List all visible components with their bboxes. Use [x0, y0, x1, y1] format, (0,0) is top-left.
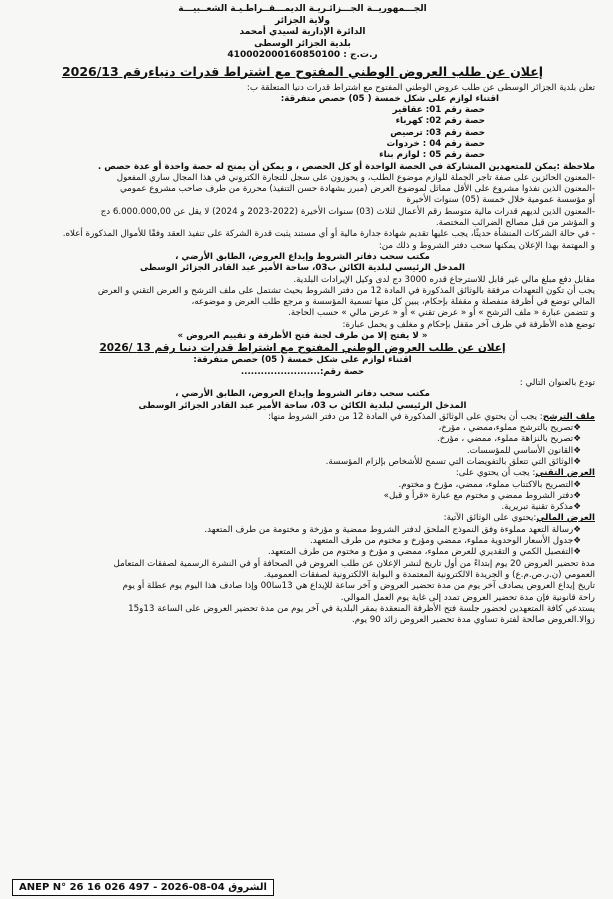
paragraph-line: مقابل دفع مبلغ مالي غير قابل للاسترجاع قدره 3000 دج لدى وكيل الإيرادات البلدية.	[293, 274, 595, 285]
technical-section	[10, 468, 595, 513]
paragraph-line: و تتضمن عبارة « ملف الترشح » أو « عرض تقني » أو « عرض مالي » حسب الحاجة.	[288, 308, 595, 319]
lot-item: حصة رقم 05 : لوازم بناء	[379, 150, 485, 161]
do-not-open-notice: « لا يفتح إلا من طرف لجنة فتح الأظرفة و تقييم العروض »	[177, 331, 428, 342]
office-line: مكتب سحب دفاتر الشروط وإيداع العروض، الطابق الأرضي ،	[175, 251, 430, 262]
deposit-line: مكتب سحب دفاتر الشروط وإيداع العروض، الطابق الأرضي ،	[175, 389, 430, 400]
closing-line: زوالا.العروض صالحة لفترة تساوي مدة تحضير العروض زائد 90 يوم.	[351, 615, 595, 626]
wilaya-name: ولاية الجزائر	[275, 15, 330, 26]
office-line: المدخل الرئيسي لبلدية الكائن ب03، ساحة الأمير عبد القادر الجزائر الوسطى	[140, 263, 465, 274]
closing-line: مدة تحضير العروض 20 يوم إبتداءً من أول تاريخ لنشر الإعلان عن طلب العروض في الصحافة أو في النشرة الرسمية لصفقات المتعامل	[113, 558, 595, 569]
condition-line: -المعنون الذين لديهم قدرات مالية متوسط رقم الأعمال لثلاث (03) سنوات الأخيرة (2022-2023 و 2024) لا يقل عن 6.000.000,00 دج	[100, 206, 595, 217]
condition-line: و المهتمة بهذا الإعلان يمكنها سحب دفتر الشروط و ذلك من:	[378, 240, 595, 251]
section-intro: :يحتوي على الوثائق الآتية:	[443, 513, 537, 524]
paragraph-line: توضع هذه الأظرفة في ظرف آخر مقفل بإحكام و مغلف و يحمل عبارة:	[342, 319, 595, 330]
section-intro: : يجب أن يحتوي على:	[455, 468, 536, 479]
procedure-paragraphs	[10, 275, 595, 331]
condition-line: أو مؤسسة عمومية خلال خمسة (05) سنوات الأخيرة	[406, 195, 595, 206]
lot-item: حصة رقم 04 : خردوات	[386, 138, 485, 149]
envelope-object: اقتناء لوازم على شكل خمسة ( 05) حصص متفرقة:	[193, 355, 412, 366]
letterhead	[10, 4, 595, 62]
anep-number: ANEP N° 26 16 026 497 - 2026-08-04	[19, 882, 225, 893]
publisher-name: الشروق	[228, 882, 267, 893]
commune-name: بلدية الجزائر الوسطى	[254, 38, 351, 49]
lot-list	[10, 105, 595, 161]
candidature-section	[10, 412, 595, 468]
financial-section	[10, 513, 595, 558]
condition-line: -المعنون الحائزين على صفة تاجر الجملة للوازم موضوع الطلب، و يحوزون على سجل للتجارة الكتروني في هذا المجال ساري المفعول	[116, 172, 595, 183]
closing-line: راحة قانونية فإن مدة تحضير العروض تمدد إلى غاية يوم العمل الموالي.	[340, 592, 595, 603]
conditions-list	[10, 173, 595, 252]
envelope-lot: حصة رقم:........................	[240, 366, 365, 377]
list-item: ❖ جدول الأسعار الوحدوية مملوء، ممضي ومؤرخ و مختوم من طرف المتعهد.	[10, 536, 595, 547]
lot-item: حصة رقم 02: كهرباء	[395, 116, 485, 127]
republic-name: الجـــمهوريــة الجـــزائـريـة الديمـــقــراطـيـة الشعــبيـــة	[178, 4, 427, 14]
list-item: ❖ الوثائق التي تتعلق بالتفويضات التي تسمح للأشخاص بإلزام المؤسسة.	[10, 457, 595, 468]
closing-line: يستدعي كافة المتعهدين لحضور جلسة فتح الأظرفة المنعقدة بمقر البلدية في آخر يوم من مدة تحضير العروض على الساعة 13و15	[128, 603, 595, 614]
list-item: ❖ القانون الأساسي للمؤسسات.	[10, 446, 595, 457]
list-item: ❖ تصريح بالترشح مملوء،ممضي ، مؤرخ،	[10, 423, 595, 434]
condition-line: - في حالة الشركات المنشأة حديثًا، يجب عليها تقديم شهادة جدارة مالية أو أي مستند يثبت قدرة الشركة على تنفيذ العقد وفقًا للأموال المذكورة أعلاه.	[62, 229, 595, 240]
condition-line: و المؤشر من قبل مصالح الضرائب المختصة.	[435, 218, 595, 229]
list-item: ❖ دفتر الشروط ممضي و مختوم مع عبارة «قرأ و قبل»	[10, 491, 595, 502]
deposit-line: المدخل الرئيسي لبلدية الكائن ب 03، ساحة الأمير عبد القادر الجزائر الوسطى	[138, 400, 467, 411]
intro-text: تعلن بلدية الجزائر الوسطى عن طلب عروض الوطني المفتوح مع اشتراط قدرات دنيا المتعلقة ب:	[246, 82, 595, 93]
lot-item: حصة رقم 03: ترصيص	[390, 127, 485, 138]
anep-stamp	[12, 879, 274, 896]
list-item: ❖ التصريح بالاكتتاب مملوء، ممضي، مؤرخ و مختوم.	[10, 480, 595, 491]
deposit-label: تودع بالعنوان التالي :	[519, 377, 595, 388]
closing-line: العمومي (ن.ر.ص.م.ع) و الجريدة الالكترونية المعتمدة و البوابة الالكترونية لصفقات العمومية.	[263, 569, 595, 580]
paragraph-line: المالي توضع في أظرفة منفصلة و مقفلة بإحكام، يبين كل منها تسمية المؤسسة و مرجع طلب العرض و موضوعه،	[191, 297, 595, 308]
office-address	[10, 252, 595, 275]
envelope-title: إعلان عن طلب العروض الوطني المفتوح مع اشتراط قدرات دنيا رقم 13 /2026	[99, 342, 506, 355]
list-item: ❖ التفصيل الكمي و التقديري للعرض مملوء، ممضي و مؤرخ و مختوم من طرف المتعهد.	[10, 547, 595, 558]
deposit-address	[10, 389, 595, 412]
section-heading: العرض المالي	[536, 513, 595, 524]
announcement-title: إعلان عن طلب العروض الوطني المفتوح مع اشتراط قدرات دنياءرقم 2026/13	[61, 63, 544, 79]
note-text: ملاحظة :يمكن للمتعهدين المشاركة في الحصة الواحدة أو كل الحصص ، و يمكن أن يمنح له حصة واحدة أو عدة حصص .	[97, 161, 595, 172]
list-item: ❖ رسالة التعهد مملوءة وفق النموذج الملحق لدفتر الشروط ممضية و مؤرخة و مختومة من طرف المتعهد.	[10, 525, 595, 536]
section-heading: ملف الترشح	[542, 411, 595, 422]
condition-line: -المعنون الذين نفذوا مشروع على الأقل مماثل لموضوع العرض (مبرر بشهادة حسن التنفيذ) محررة من طرف صاحب مشروع عمومي	[119, 184, 595, 195]
list-item: ❖ تصريح بالنزاهة مملوء، ممضي ، مؤرخ.	[10, 434, 595, 445]
closing-line: تاريخ إيداع العروض يصادف آخر يوم من مدة تحضير العروض و آخر ساعة للإيداع هي 13سا00 وإذا صادف هذا اليوم يوم عطلة أو يوم	[122, 581, 595, 592]
paragraph-line: يجب أن تكون التعهدات مرفقة بالوثائق المذكورة في المادة 12 من دفتر الشروط بحيث تشتمل على ملف الترشح و العرض التقني و العرض	[97, 285, 595, 296]
lot-item: حصة رقم 01: عقاقير	[392, 105, 485, 116]
section-heading: العرض التقني	[535, 468, 595, 479]
object-text: اقتناء لوازم على شكل خمسة ( 05) حصص متفرقة:	[280, 93, 499, 104]
closing-paragraphs	[10, 559, 595, 627]
list-item: ❖ مذكرة تقنية تبريرية.	[10, 502, 595, 513]
tax-id: ر.ت.ج : 410002000160850100	[227, 50, 378, 60]
section-intro: : يجب أن يحتوي على الوثائق المذكورة في المادة 12 من دفتر الشروط منها:	[268, 411, 543, 422]
daira-name: الدائرة الإدارية لسيدي أمحمد	[239, 27, 366, 37]
